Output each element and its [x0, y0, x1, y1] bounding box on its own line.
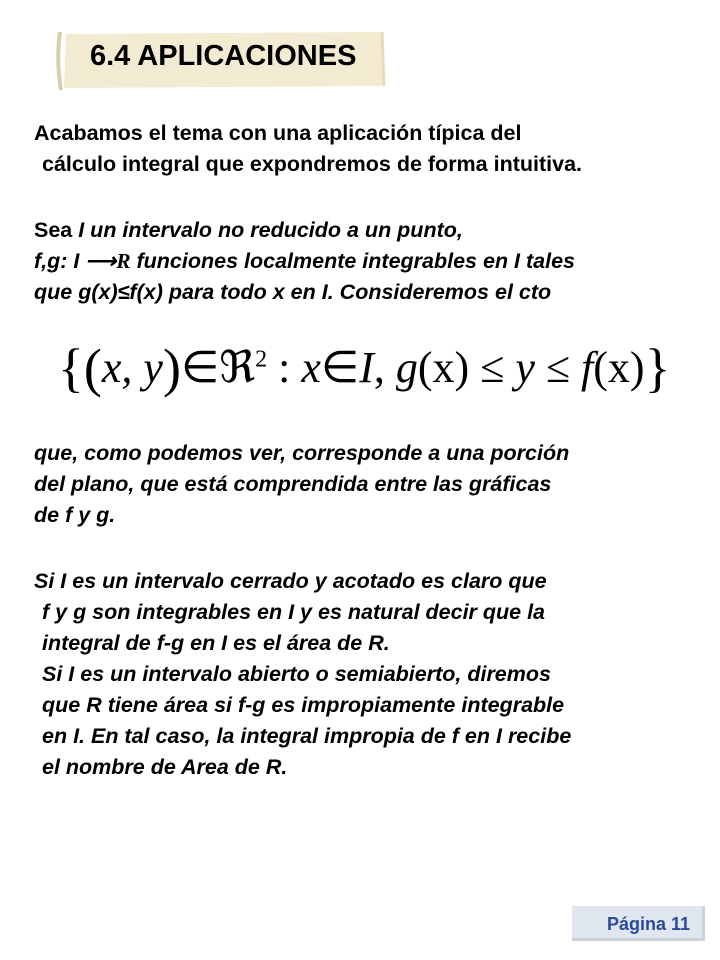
setup-text: I un intervalo no reducido a un punto,: [78, 218, 463, 242]
closing-paragraph: [34, 566, 571, 783]
formula-paren: ): [162, 338, 181, 398]
formula-comma: ,: [373, 343, 396, 392]
le-symbol: ≤: [469, 343, 516, 392]
intro-line-1: Acabamos el tema con una aplicación típica del: [34, 121, 522, 145]
element-of-symbol: ∈: [320, 343, 360, 392]
set-formula: [58, 337, 670, 397]
page-title: 6.4 APLICACIONES: [90, 40, 357, 72]
formula-interval: I: [359, 343, 374, 392]
element-of-symbol: ∈: [180, 343, 220, 392]
page-footer: [568, 904, 708, 942]
reals-symbol: R: [116, 249, 131, 273]
intro-paragraph: [34, 118, 582, 180]
formula-y: y: [515, 343, 535, 392]
closing-line-7: el nombre de Area de R.: [42, 755, 288, 779]
setup-line-1: [34, 215, 575, 246]
setup-text: funciones localmente integrables en I tales: [130, 249, 575, 273]
le-symbol: ≤: [534, 343, 582, 392]
region-line-2: del plano, que está comprendida entre las gráficas: [34, 472, 552, 496]
setup-line-2: [34, 246, 575, 277]
le-symbol: ≤: [117, 280, 130, 304]
closing-line-5: que R tiene área si f-g es impropiamente integrable: [42, 693, 565, 717]
region-paragraph: [34, 438, 569, 531]
setup-text: Sea: [34, 218, 79, 242]
setup-text: f,g: I: [34, 249, 86, 273]
formula-x: x: [301, 343, 321, 392]
closing-line-3: integral de f-g en I es el área de R.: [42, 631, 390, 655]
closing-line-4: Si I es un intervalo abierto o semiabierto, diremos: [42, 662, 551, 686]
setup-paragraph: [34, 215, 575, 308]
closing-line-6: en I. En tal caso, la integral impropia de f en I recibe: [42, 724, 572, 748]
setup-text: que g(x): [34, 280, 118, 304]
formula-gx: (x): [417, 343, 470, 392]
formula-colon: :: [267, 343, 302, 392]
closing-line-1: Si I es un intervalo cerrado y acotado es claro que: [34, 569, 547, 593]
formula-xy: x, y: [101, 343, 163, 392]
formula-g: g: [395, 343, 418, 392]
formula-f: f: [581, 343, 594, 392]
setup-text: f(x) para todo x en I. Consideremos el cto: [129, 280, 552, 304]
formula-exponent: 2: [255, 346, 268, 373]
region-line-1: que, como podemos ver, corresponde a una porción: [34, 441, 570, 465]
intro-line-2: cálculo integral que expondremos de forma intuitiva.: [42, 152, 582, 176]
arrow-symbol: ⟶: [85, 249, 117, 273]
page-number: Página 11: [606, 914, 690, 934]
real-numbers-symbol: ℜ: [219, 343, 256, 392]
formula-close: }: [644, 338, 671, 398]
region-line-3: de f y g.: [34, 503, 116, 527]
closing-line-2: f y g son integrables en I y es natural decir que la: [42, 600, 546, 624]
formula-fx: (x): [593, 343, 645, 392]
setup-line-3: [34, 277, 575, 308]
formula-open: {(: [58, 338, 102, 398]
